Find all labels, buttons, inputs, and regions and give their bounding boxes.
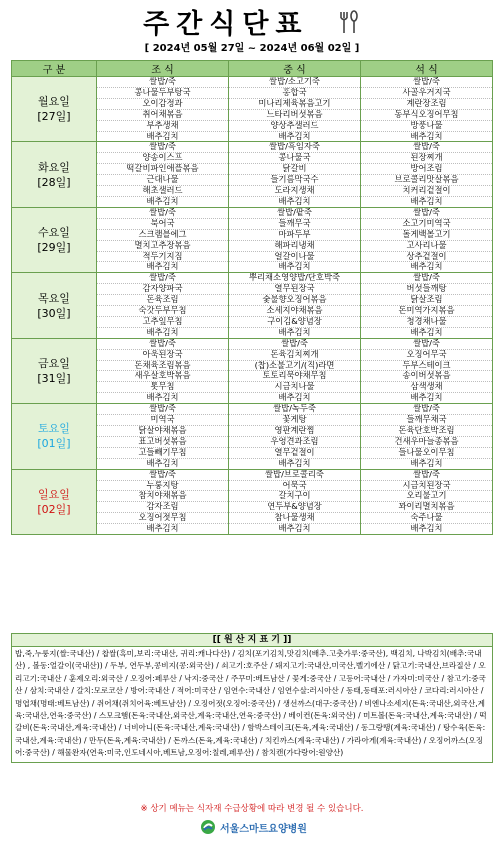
day-label [12, 77, 97, 142]
dinner-item: 동부식오징어무침 [361, 109, 493, 120]
lunch-item: 마파두부 [229, 229, 361, 240]
breakfast-item: 감자조림 [97, 502, 229, 513]
dinner-item: 닭살조림 [361, 295, 493, 306]
breakfast-item: 오징어젓무침 [97, 513, 229, 524]
lunch-item: 토토리묵야채무침 [229, 371, 361, 382]
menu-row [12, 77, 493, 88]
lunch-item: 쌀밥/흑임자죽 [229, 142, 361, 153]
lunch-item: 영판계란찜 [229, 426, 361, 437]
dinner-item: 오징어무국 [361, 349, 493, 360]
dinner-item: 돈육단호박조림 [361, 426, 493, 437]
dinner-item: 쌀밥/죽 [361, 142, 493, 153]
dinner-item: 배추김치 [361, 524, 493, 535]
day-name: 수요일 [38, 226, 70, 240]
breakfast-item: 콩나물두부탕국 [97, 87, 229, 98]
lunch-item: 콩나물국 [229, 153, 361, 164]
lunch-item: 배추김치 [229, 131, 361, 142]
lunch-item: 배추김치 [229, 327, 361, 338]
dinner-item: 건새우마늘종볶음 [361, 436, 493, 447]
breakfast-item: 참치야채볶음 [97, 491, 229, 502]
dinner-item: 시금치된장국 [361, 480, 493, 491]
lunch-item: 느타리버섯볶음 [229, 109, 361, 120]
breakfast-item: 해초샐러드 [97, 186, 229, 197]
day-name: 금요일 [38, 356, 70, 370]
origin-text: 밥,죽,누룽지(쌀:국내산) / 찹쌀(흑미,보리:국내산, 귀리:캐나다산) / 김치(포기김치,맛김치(배추.고춧가루:중국산), 백김치, 나박김치(배추:국내산) , 볼동:얼갈이(국내산)) / 두부, 연두부,콩비지(콩:외국산) / 쇠고기:호주산 / 돼지고기:국내산,미국산,벨기에산 / 닭고기:국내산,브라질산 / 오리고기:국내산 / 훈제오리:외국산 / 오징어:페루산 / 낙지:중국산 / 주꾸미:베트남산 / 꽃게:중국산 / 고등어:국내산 / 가자미:미국산 / 참고기:중국산 / 삼치:국내산 / 갈치:모로코산 / 방어:국내산 / 적어:미국산 / 임연수:국내산 / 임연수살:러시아산 / 동태,동태포:러시아산 / 코다리:러시아산 / 명엽채(명태:베트남산) / 쥐어채(쥐치어육:베트남산) / 오징어젓(오징어:중국산) / 생선까스(대구:중국산) / 비엔나소세지(돈육:국내산,외국산,계육:국내산,연육:중국산) / 스모크햄(돈육:국내산,외국산,계육:국내산,연육:중국산) / 베이컨(돈육:외국산) / 미트볼(돈육:국내산,계육:국내산) / 떡갈비(돈육:국내산,계육:국내산) / 너비아니(돈육:국내산,계육:국내산) / 함박스테이크(돈육,계육:국내산) / 동그랑땡(계육:국내산) / 탕수육(돈육:국내산,계육:국내산) / 만두(돈육,계육:국내산) / 돈까스(돈육,계육:국내산) / 치킨까스(계육:국내산) / 가라아게(계육:국내산) / 오징어까스(오징어:중국산) / 해물완자(연육:미국,인도네시아,베트남,오징어:칠레,페루산) / 참치캔(가다랑어:원양산) [15, 649, 487, 758]
dinner-item: 배추김치 [361, 131, 493, 142]
lunch-item: 배추김치 [229, 524, 361, 535]
lunch-item: 배추김치 [229, 458, 361, 469]
lunch-item: 소세지야채볶음 [229, 306, 361, 317]
lunch-item: 쌀밥/소고기죽 [229, 77, 361, 88]
dinner-item: 소고기미역국 [361, 218, 493, 229]
dinner-item: 돈미역가지볶음 [361, 306, 493, 317]
dinner-item: 배추김치 [361, 196, 493, 207]
header-category: 구 분 [12, 61, 97, 77]
lunch-item: 우엉견과조림 [229, 436, 361, 447]
lunch-item: 꽃게탕 [229, 415, 361, 426]
lunch-item: 양상추샐러드 [229, 120, 361, 131]
breakfast-item: 고추잎무침 [97, 316, 229, 327]
breakfast-item: 숙갓두부무침 [97, 306, 229, 317]
breakfast-item: 배추김치 [97, 196, 229, 207]
day-name: 화요일 [38, 160, 70, 174]
dinner-item: 쌀밥/죽 [361, 207, 493, 218]
breakfast-item: 배추김치 [97, 393, 229, 404]
page-title [0, 2, 504, 42]
day-date: [30일] [37, 306, 71, 320]
lunch-item: 쌀밥/브로콜리죽 [229, 469, 361, 480]
breakfast-item: 근대나물 [97, 175, 229, 186]
breakfast-item: 쌀밥/죽 [97, 77, 229, 88]
lunch-item: 배추김치 [229, 393, 361, 404]
dinner-item: 버섯들깨탕 [361, 284, 493, 295]
menu-row [12, 273, 493, 284]
lunch-item: 도라지생채 [229, 186, 361, 197]
dinner-item: 배추김치 [361, 262, 493, 273]
dinner-item: 고사리나물 [361, 240, 493, 251]
breakfast-item: 고들빼기무침 [97, 447, 229, 458]
change-notice: ※ 상기 메뉴는 식자재 수급상황에 따라 변경 될 수 있습니다. [140, 804, 364, 814]
lunch-item: 열무겉절이 [229, 447, 361, 458]
dinner-item: 계란장조림 [361, 98, 493, 109]
breakfast-item: 배추김치 [97, 458, 229, 469]
dinner-item: 된장찌개 [361, 153, 493, 164]
lunch-item: 얼갈이나물 [229, 251, 361, 262]
lunch-item: 참나물생채 [229, 513, 361, 524]
dinner-item: 방풍나물 [361, 120, 493, 131]
day-label [12, 207, 97, 272]
dinner-item: 오리불고기 [361, 491, 493, 502]
origin-notice [11, 633, 493, 763]
menu-row [12, 207, 493, 218]
dinner-item: 배추김치 [361, 393, 493, 404]
breakfast-item: 적두기지짐 [97, 251, 229, 262]
day-name: 월요일 [38, 95, 70, 109]
dinner-item: 두부스테이크 [361, 360, 493, 371]
hospital-logo-icon [200, 819, 216, 835]
dinner-item: 숙주나물 [361, 513, 493, 524]
utensils-icon [335, 9, 361, 42]
dinner-item: 쌀밥/죽 [361, 469, 493, 480]
breakfast-item: 쌀밥/죽 [97, 207, 229, 218]
breakfast-item: 미역국 [97, 415, 229, 426]
breakfast-item: 아욱된장국 [97, 349, 229, 360]
breakfast-item: 쌀밥/죽 [97, 404, 229, 415]
day-name: 일요일 [38, 487, 70, 501]
day-date: [01일] [37, 437, 71, 451]
lunch-item: 해파리냉채 [229, 240, 361, 251]
breakfast-item: 누룽지탕 [97, 480, 229, 491]
lunch-item: 쌀밥/팥죽 [229, 207, 361, 218]
lunch-item: 어묵국 [229, 480, 361, 491]
dinner-item: 사골우거지국 [361, 87, 493, 98]
breakfast-item: 돈채육조림볶음 [97, 360, 229, 371]
lunch-item: (찹)소불고기/(직)라면 [229, 360, 361, 371]
dinner-item: 방어조림 [361, 164, 493, 175]
hospital-name: 서울스마트요양병원 [220, 823, 307, 835]
lunch-item: 숯불향오징어볶음 [229, 295, 361, 306]
lunch-item: 시금치나물 [229, 382, 361, 393]
breakfast-item: 배추김치 [97, 131, 229, 142]
breakfast-item: 배추김치 [97, 524, 229, 535]
menu-table [11, 60, 493, 535]
day-date: [27일] [37, 110, 71, 124]
lunch-item: 뿌리채소영양밥/단호박죽 [229, 273, 361, 284]
origin-header: [[ 원 산 지 표 기 ]] [12, 634, 492, 647]
day-date: [31일] [37, 371, 71, 385]
lunch-item: 열무된장국 [229, 284, 361, 295]
breakfast-item: 배추김치 [97, 327, 229, 338]
dinner-item: 송이버섯볶음 [361, 371, 493, 382]
title-text: 주간식단표 [143, 9, 309, 40]
dinner-item: 배추김치 [361, 458, 493, 469]
lunch-item: 닭갈비 [229, 164, 361, 175]
breakfast-item: 취어채볶음 [97, 109, 229, 120]
day-date: [02일] [37, 502, 71, 516]
lunch-item: 쌀밥/녹두죽 [229, 404, 361, 415]
lunch-item: 미나리제육볶음고기 [229, 98, 361, 109]
breakfast-item: 쌀밥/죽 [97, 142, 229, 153]
breakfast-item: 배추김치 [97, 262, 229, 273]
breakfast-item: 떡갈비파인애플볶음 [97, 164, 229, 175]
breakfast-item: 쌀밥/죽 [97, 273, 229, 284]
dinner-item: 들나물오이무침 [361, 447, 493, 458]
dinner-item: 치커리겉절이 [361, 186, 493, 197]
header-lunch: 중 식 [229, 61, 361, 77]
menu-period: [ 2024년 05월 27일 ~ 2024년 06월 02일 ] [144, 43, 360, 54]
menu-row [12, 469, 493, 480]
dinner-item: 브로콜리맛살볶음 [361, 175, 493, 186]
lunch-item: 홍합국 [229, 87, 361, 98]
breakfast-item: 부추생채 [97, 120, 229, 131]
breakfast-item: 닭살야채볶음 [97, 426, 229, 437]
day-label [12, 142, 97, 207]
day-label [12, 469, 97, 534]
lunch-item: 들깨무국 [229, 218, 361, 229]
dinner-item: 쌀밥/죽 [361, 77, 493, 88]
lunch-item: 연두부&양념장 [229, 502, 361, 513]
lunch-item: 돈육김치찌개 [229, 349, 361, 360]
dinner-item: 들깨무채국 [361, 415, 493, 426]
day-name: 토요일 [38, 422, 70, 436]
hospital-logo [200, 819, 307, 835]
breakfast-item: 새우살호박볶음 [97, 371, 229, 382]
menu-row [12, 142, 493, 153]
breakfast-item: 표고버섯볶음 [97, 436, 229, 447]
dinner-item: 쌀밥/죽 [361, 338, 493, 349]
breakfast-item: 스크램블에그 [97, 229, 229, 240]
lunch-item: 구이김&양념장 [229, 316, 361, 327]
dinner-item: 삼색생채 [361, 382, 493, 393]
breakfast-item: 멸치고추장볶음 [97, 240, 229, 251]
breakfast-item: 양송이스프 [97, 153, 229, 164]
day-name: 목요일 [38, 291, 70, 305]
breakfast-item: 북어국 [97, 218, 229, 229]
day-label [12, 404, 97, 469]
breakfast-item: 오이감정과 [97, 98, 229, 109]
lunch-item: 배추김치 [229, 262, 361, 273]
dinner-item: 쌀밥/죽 [361, 404, 493, 415]
dinner-item: 꽈이리멸치볶음 [361, 502, 493, 513]
breakfast-item: 감자양파국 [97, 284, 229, 295]
header-dinner: 석 식 [361, 61, 493, 77]
breakfast-item: 쌀밥/죽 [97, 469, 229, 480]
lunch-item: 배추김치 [229, 196, 361, 207]
menu-row [12, 338, 493, 349]
breakfast-item: 톳무침 [97, 382, 229, 393]
breakfast-item: 돈육조림 [97, 295, 229, 306]
day-date: [28일] [37, 175, 71, 189]
lunch-item: 갈치구이 [229, 491, 361, 502]
dinner-item: 상추겉절이 [361, 251, 493, 262]
day-date: [29일] [37, 241, 71, 255]
dinner-item: 배추김치 [361, 327, 493, 338]
dinner-item: 돌게백볼고기 [361, 229, 493, 240]
dinner-item: 쌀밥/죽 [361, 273, 493, 284]
header-breakfast: 조 식 [97, 61, 229, 77]
breakfast-item: 쌀밥/죽 [97, 338, 229, 349]
lunch-item: 쌀밥/죽 [229, 338, 361, 349]
day-label [12, 338, 97, 403]
day-label [12, 273, 97, 338]
dinner-item: 청경채나물 [361, 316, 493, 327]
menu-row [12, 404, 493, 415]
lunch-item: 들기름막국수 [229, 175, 361, 186]
